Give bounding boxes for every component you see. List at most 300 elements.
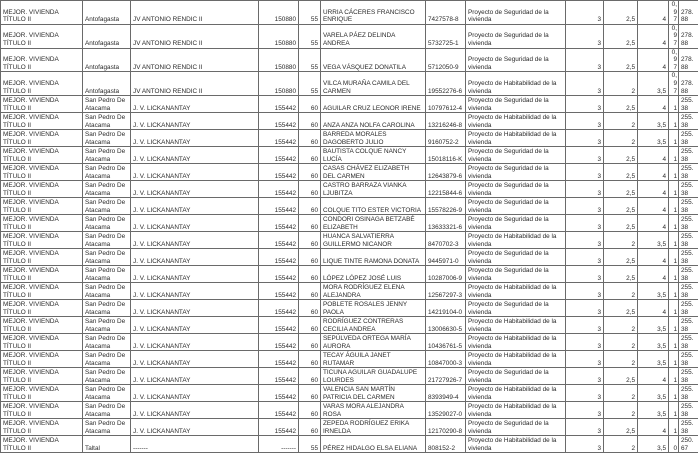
value-b-cell: 2 [604,334,638,351]
project-type-cell: Proyecto de Seguridad de la vivienda [466,96,566,113]
project-type-cell: Proyecto de Habitabilidad de la vivienda [466,385,566,402]
amount-cell: 255.38 [679,300,698,317]
value-c-cell: 4 [638,249,669,266]
table-row [1,249,698,266]
program-cell: MEJOR. VIVIENDA TÍTULO II [1,300,83,317]
value-c-cell: 3,5 [638,317,669,334]
rut-cell: 9160752-2 [426,130,466,147]
factor-cell: 1 [669,351,679,368]
project-type-cell: Proyecto de Seguridad de la vivienda [466,181,566,198]
program-cell: MEJOR. VIVIENDA TÍTULO II [1,368,83,385]
committee-cell: J. V. LICKANANTAY [131,232,259,249]
value-c-cell: 3,5 [638,130,669,147]
rut-cell: 10436761-5 [426,334,466,351]
beneficiary-name-cell: RODRÍGUEZ CONTRERAS CECILIA ANDREA [321,317,426,334]
value-b-cell: 2,5 [604,24,638,48]
commune-cell: San Pedro De Atacama [83,198,131,215]
rut-cell: 13529027-0 [426,402,466,419]
project-code-cell: 155442 [259,164,299,181]
program-cell: MEJOR. VIVIENDA TÍTULO II [1,317,83,334]
amount-cell: 255.38 [679,266,698,283]
table-row [1,385,698,402]
commune-cell: San Pedro De Atacama [83,164,131,181]
beneficiary-name-cell: COLQUE TITO ESTER VICTORIA [321,198,426,215]
amount-cell: 255.38 [679,147,698,164]
value-b-cell: 2,5 [604,368,638,385]
beneficiary-name-cell: CASTRO BARRAZA VIANKA LJUBITZA [321,181,426,198]
project-code-cell: 155442 [259,215,299,232]
value-c-cell: 3,5 [638,385,669,402]
value-c-cell: 4 [638,215,669,232]
factor-cell: 1 [669,232,679,249]
rut-cell: 12643879-6 [426,164,466,181]
committee-cell: J. V. LICKANANTAY [131,130,259,147]
beneficiary-name-cell: HUANCA SALVATIERRA GUILLERMO NICANOR [321,232,426,249]
amount-cell: 255.38 [679,419,698,436]
amount-cell: 278.88 [679,1,698,25]
amount-cell: 255.38 [679,317,698,334]
value-c-cell: 3,5 [638,232,669,249]
committee-cell: J. V. LICKANANTAY [131,402,259,419]
project-code-cell: 155442 [259,249,299,266]
value-a-cell: 3 [566,164,604,181]
program-cell: MEJOR. VIVIENDA TÍTULO II [1,266,83,283]
commune-cell: Antofagasta [83,1,131,25]
program-cell: MEJOR. VIVIENDA TÍTULO II [1,1,83,25]
project-type-cell: Proyecto de Habitabilidad de la vivienda [466,334,566,351]
commune-cell: San Pedro De Atacama [83,317,131,334]
program-cell: MEJOR. VIVIENDA TÍTULO II [1,181,83,198]
factor-cell: 1 [669,334,679,351]
value-b-cell: 2,5 [604,300,638,317]
factor-cell: 1 [669,181,679,198]
table-row [1,147,698,164]
value-a-cell: 3 [566,130,604,147]
beneficiary-name-cell: TICUNA AGUILAR GUADALUPE LOURDES [321,368,426,385]
factor-cell: 1 [669,147,679,164]
rut-cell: 13633321-6 [426,215,466,232]
amount-cell: 255.38 [679,215,698,232]
commune-cell: San Pedro De Atacama [83,419,131,436]
project-type-cell: Proyecto de Habitabilidad de la vivienda [466,402,566,419]
amount-cell: 278.88 [679,24,698,48]
value-a-cell: 3 [566,72,604,96]
rut-cell: 14219104-0 [426,300,466,317]
beneficiary-name-cell: BARREDA MORALES DAGOBERTO JULIO [321,130,426,147]
table-row [1,164,698,181]
table-row [1,266,698,283]
score-cell: 55 [299,72,321,96]
table-row [1,300,698,317]
project-type-cell: Proyecto de Seguridad de la vivienda [466,24,566,48]
amount-cell: 255.38 [679,249,698,266]
value-c-cell: 3,5 [638,283,669,300]
value-c-cell: 4 [638,419,669,436]
table-row [1,96,698,113]
table-row [1,130,698,147]
beneficiary-name-cell: ANZA ANZA NOLFA CAROLINA [321,113,426,130]
value-b-cell: 2 [604,402,638,419]
value-c-cell: 4 [638,147,669,164]
project-type-cell: Proyecto de Seguridad de la vivienda [466,1,566,25]
rut-cell: 5732725-1 [426,24,466,48]
value-b-cell: 2,5 [604,181,638,198]
program-cell: MEJOR. VIVIENDA TÍTULO II [1,436,83,453]
commune-cell: San Pedro De Atacama [83,249,131,266]
project-type-cell: Proyecto de Habitabilidad de la vivienda [466,283,566,300]
value-a-cell: 3 [566,385,604,402]
amount-cell: 255.38 [679,334,698,351]
commune-cell: San Pedro De Atacama [83,232,131,249]
value-b-cell: 2,5 [604,1,638,25]
committee-cell: JV ANTONIO RENDIC II [131,24,259,48]
project-code-cell: 150880 [259,72,299,96]
beneficiary-name-cell: ZEPEDA RODRÍGUEZ ERIKA IRNELDA [321,419,426,436]
program-cell: MEJOR. VIVIENDA TÍTULO II [1,96,83,113]
project-code-cell: 155442 [259,334,299,351]
table-row [1,1,698,25]
factor-cell: 1 [669,283,679,300]
project-code-cell: 150880 [259,48,299,72]
table-row [1,72,698,96]
value-b-cell: 2 [604,283,638,300]
rut-cell: 12567297-3 [426,283,466,300]
value-c-cell: 3,5 [638,113,669,130]
beneficiary-name-cell: BAUTISTA COLQUE NANCY LUCÍA [321,147,426,164]
value-c-cell: 4 [638,368,669,385]
value-c-cell: 4 [638,24,669,48]
table-row [1,351,698,368]
factor-cell: 0,97 [669,72,679,96]
commune-cell: San Pedro De Atacama [83,215,131,232]
table-row [1,232,698,249]
committee-cell: J. V. LICKANANTAY [131,147,259,164]
value-c-cell: 3,5 [638,402,669,419]
score-cell: 60 [299,96,321,113]
value-a-cell: 3 [566,48,604,72]
rut-cell: 13006630-5 [426,317,466,334]
value-a-cell: 3 [566,300,604,317]
table-row [1,436,698,453]
value-b-cell: 2,5 [604,198,638,215]
commune-cell: San Pedro De Atacama [83,96,131,113]
committee-cell: J. V. LICKANANTAY [131,96,259,113]
score-cell: 60 [299,402,321,419]
rut-cell: 10797612-4 [426,96,466,113]
amount-cell: 255.38 [679,385,698,402]
value-b-cell: 2,5 [604,164,638,181]
rut-cell: 808152-2 [426,436,466,453]
committee-cell: J. V. LICKANANTAY [131,215,259,232]
factor-cell: 1 [669,419,679,436]
amount-cell: 255.38 [679,402,698,419]
project-code-cell: 150880 [259,24,299,48]
score-cell: 60 [299,215,321,232]
commune-cell: Taltal [83,436,131,453]
value-a-cell: 3 [566,249,604,266]
value-b-cell: 2 [604,351,638,368]
amount-cell: 255.38 [679,198,698,215]
table-row [1,198,698,215]
score-cell: 55 [299,436,321,453]
project-type-cell: Proyecto de Seguridad de la vivienda [466,147,566,164]
committee-cell: J. V. LICKANANTAY [131,351,259,368]
commune-cell: San Pedro De Atacama [83,385,131,402]
project-type-cell: Proyecto de Seguridad de la vivienda [466,164,566,181]
project-type-cell: Proyecto de Habitabilidad de la vivienda [466,436,566,453]
committee-cell: J. V. LICKANANTAY [131,317,259,334]
amount-cell: 255.38 [679,130,698,147]
table-body [1,1,698,453]
project-type-cell: Proyecto de Habitabilidad de la vivienda [466,317,566,334]
amount-cell: 255.38 [679,232,698,249]
rut-cell: 12170290-8 [426,419,466,436]
score-cell: 55 [299,48,321,72]
value-c-cell: 3,5 [638,351,669,368]
value-a-cell: 3 [566,283,604,300]
project-type-cell: Proyecto de Seguridad de la vivienda [466,48,566,72]
committee-cell: J. V. LICKANANTAY [131,164,259,181]
value-c-cell: 3,5 [638,72,669,96]
score-cell: 60 [299,113,321,130]
commune-cell: San Pedro De Atacama [83,266,131,283]
project-code-cell: ------- [259,436,299,453]
value-b-cell: 2 [604,385,638,402]
score-cell: 55 [299,24,321,48]
project-code-cell: 155442 [259,368,299,385]
factor-cell: 1 [669,164,679,181]
committee-cell: J. V. LICKANANTAY [131,419,259,436]
value-c-cell: 4 [638,164,669,181]
project-code-cell: 155442 [259,96,299,113]
commune-cell: San Pedro De Atacama [83,368,131,385]
value-a-cell: 3 [566,402,604,419]
committee-cell: J. V. LICKANANTAY [131,334,259,351]
factor-cell: 0,97 [669,24,679,48]
factor-cell: 1 [669,113,679,130]
value-b-cell: 2,5 [604,147,638,164]
project-code-cell: 155442 [259,385,299,402]
value-a-cell: 3 [566,181,604,198]
program-cell: MEJOR. VIVIENDA TÍTULO II [1,198,83,215]
factor-cell: 1 [669,402,679,419]
committee-cell: J. V. LICKANANTAY [131,266,259,283]
score-cell: 60 [299,198,321,215]
value-b-cell: 2,5 [604,419,638,436]
beneficiary-name-cell: MORA RODRÍGUEZ ELENA ALEJANDRA [321,283,426,300]
project-type-cell: Proyecto de Seguridad de la vivienda [466,419,566,436]
program-cell: MEJOR. VIVIENDA TÍTULO II [1,283,83,300]
value-b-cell: 2,5 [604,249,638,266]
rut-cell: 10847000-3 [426,351,466,368]
committee-cell: J. V. LICKANANTAY [131,198,259,215]
value-a-cell: 3 [566,266,604,283]
amount-cell: 255.38 [679,164,698,181]
value-c-cell: 3,5 [638,334,669,351]
score-cell: 60 [299,164,321,181]
value-a-cell: 3 [566,24,604,48]
table-row [1,24,698,48]
score-cell: 60 [299,147,321,164]
amount-cell: 255.38 [679,283,698,300]
project-code-cell: 155442 [259,232,299,249]
rut-cell: 12215844-6 [426,181,466,198]
project-type-cell: Proyecto de Habitabilidad de la vivienda [466,232,566,249]
beneficiary-name-cell: VARELA PÁEZ DELINDA ANDREA [321,24,426,48]
commune-cell: Antofagasta [83,48,131,72]
program-cell: MEJOR. VIVIENDA TÍTULO II [1,334,83,351]
beneficiary-name-cell: URRIA CÁCERES FRANCISCO ENRIQUE [321,1,426,25]
value-a-cell: 3 [566,147,604,164]
score-cell: 60 [299,419,321,436]
project-code-cell: 155442 [259,317,299,334]
table-row [1,419,698,436]
table-row [1,181,698,198]
factor-cell: 1 [669,215,679,232]
committee-cell: J. V. LICKANANTAY [131,283,259,300]
commune-cell: San Pedro De Atacama [83,283,131,300]
table-row [1,215,698,232]
score-cell: 60 [299,300,321,317]
table-row [1,334,698,351]
program-cell: MEJOR. VIVIENDA TÍTULO II [1,232,83,249]
value-a-cell: 3 [566,113,604,130]
table-row [1,113,698,130]
rut-cell: 15018116-K [426,147,466,164]
project-type-cell: Proyecto de Seguridad de la vivienda [466,266,566,283]
value-b-cell: 2,5 [604,48,638,72]
program-cell: MEJOR. VIVIENDA TÍTULO II [1,419,83,436]
score-cell: 60 [299,266,321,283]
value-a-cell: 3 [566,1,604,25]
factor-cell: 1 [669,249,679,266]
value-c-cell: 4 [638,300,669,317]
commune-cell: San Pedro De Atacama [83,181,131,198]
beneficiary-name-cell: SEPÚLVEDA ORTEGA MARÍA AURORA [321,334,426,351]
project-code-cell: 155442 [259,419,299,436]
factor-cell: 1 [669,198,679,215]
committee-cell: J. V. LICKANANTAY [131,385,259,402]
beneficiary-name-cell: LÓPEZ LÓPEZ JOSÉ LUIS [321,266,426,283]
committee-cell: ------- [131,436,259,453]
value-a-cell: 3 [566,215,604,232]
table-row [1,283,698,300]
rut-cell: 13216246-8 [426,113,466,130]
program-cell: MEJOR. VIVIENDA TÍTULO II [1,48,83,72]
project-code-cell: 155442 [259,198,299,215]
project-code-cell: 155442 [259,113,299,130]
project-code-cell: 155442 [259,283,299,300]
beneficiary-name-cell: CASAS CHÁVEZ ELIZABETH DEL CARMEN [321,164,426,181]
committee-cell: JV ANTONIO RENDIC II [131,72,259,96]
amount-cell: 278.88 [679,48,698,72]
program-cell: MEJOR. VIVIENDA TÍTULO II [1,147,83,164]
factor-cell: 1 [669,130,679,147]
factor-cell: 1 [669,96,679,113]
commune-cell: Antofagasta [83,72,131,96]
beneficiary-name-cell: VALENCIA SAN MARTÍN PATRICIA DEL CARMEN [321,385,426,402]
value-c-cell: 4 [638,96,669,113]
project-type-cell: Proyecto de Seguridad de la vivienda [466,368,566,385]
commune-cell: San Pedro De Atacama [83,147,131,164]
score-cell: 60 [299,130,321,147]
score-cell: 60 [299,334,321,351]
score-cell: 60 [299,317,321,334]
program-cell: MEJOR. VIVIENDA TÍTULO II [1,249,83,266]
program-cell: MEJOR. VIVIENDA TÍTULO II [1,130,83,147]
table-row [1,368,698,385]
value-c-cell: 4 [638,198,669,215]
value-a-cell: 3 [566,334,604,351]
project-code-cell: 155442 [259,130,299,147]
factor-cell: 1 [669,300,679,317]
value-b-cell: 2 [604,436,638,453]
value-b-cell: 2 [604,72,638,96]
rut-cell: 19552276-6 [426,72,466,96]
rut-cell: 9445971-0 [426,249,466,266]
commune-cell: San Pedro De Atacama [83,351,131,368]
rut-cell: 21727926-7 [426,368,466,385]
value-c-cell: 4 [638,181,669,198]
value-a-cell: 3 [566,96,604,113]
amount-cell: 255.38 [679,351,698,368]
score-cell: 60 [299,232,321,249]
value-b-cell: 2 [604,232,638,249]
program-cell: MEJOR. VIVIENDA TÍTULO II [1,385,83,402]
table-row [1,402,698,419]
score-cell: 60 [299,249,321,266]
beneficiary-name-cell: LIQUE TINTE RAMONA DONATA [321,249,426,266]
project-type-cell: Proyecto de Seguridad de la vivienda [466,215,566,232]
value-a-cell: 3 [566,351,604,368]
factor-cell: 1 [669,266,679,283]
project-type-cell: Proyecto de Habitabilidad de la vivienda [466,130,566,147]
commune-cell: San Pedro De Atacama [83,334,131,351]
beneficiary-name-cell: VARAS MORA ALEJANDRA ROSA [321,402,426,419]
project-code-cell: 155442 [259,402,299,419]
value-c-cell: 4 [638,1,669,25]
amount-cell: 255.38 [679,96,698,113]
factor-cell: 0 [669,436,679,453]
table-row [1,317,698,334]
beneficiary-name-cell: TECAY ÁGUILA JANET RUTAMAR [321,351,426,368]
program-cell: MEJOR. VIVIENDA TÍTULO II [1,72,83,96]
amount-cell: 255.38 [679,181,698,198]
value-b-cell: 2 [604,317,638,334]
committee-cell: J. V. LICKANANTAY [131,181,259,198]
committee-cell: JV ANTONIO RENDIC II [131,48,259,72]
amount-cell: 255.38 [679,113,698,130]
amount-cell: 278.88 [679,72,698,96]
rut-cell: 15578226-9 [426,198,466,215]
rut-cell: 7427578-8 [426,1,466,25]
program-cell: MEJOR. VIVIENDA TÍTULO II [1,24,83,48]
rut-cell: 5712050-9 [426,48,466,72]
amount-cell: 250.67 [679,436,698,453]
project-type-cell: Proyecto de Seguridad de la vivienda [466,300,566,317]
project-type-cell: Proyecto de Habitabilidad de la vivienda [466,113,566,130]
commune-cell: San Pedro De Atacama [83,402,131,419]
project-code-cell: 155442 [259,351,299,368]
program-cell: MEJOR. VIVIENDA TÍTULO II [1,113,83,130]
score-cell: 60 [299,283,321,300]
beneficiary-name-cell: CONDORI OSINAGA BETZABÉ ELIZABETH [321,215,426,232]
committee-cell: J. V. LICKANANTAY [131,249,259,266]
committee-cell: J. V. LICKANANTAY [131,300,259,317]
program-cell: MEJOR. VIVIENDA TÍTULO II [1,402,83,419]
rut-cell: 8393949-4 [426,385,466,402]
commune-cell: San Pedro De Atacama [83,130,131,147]
